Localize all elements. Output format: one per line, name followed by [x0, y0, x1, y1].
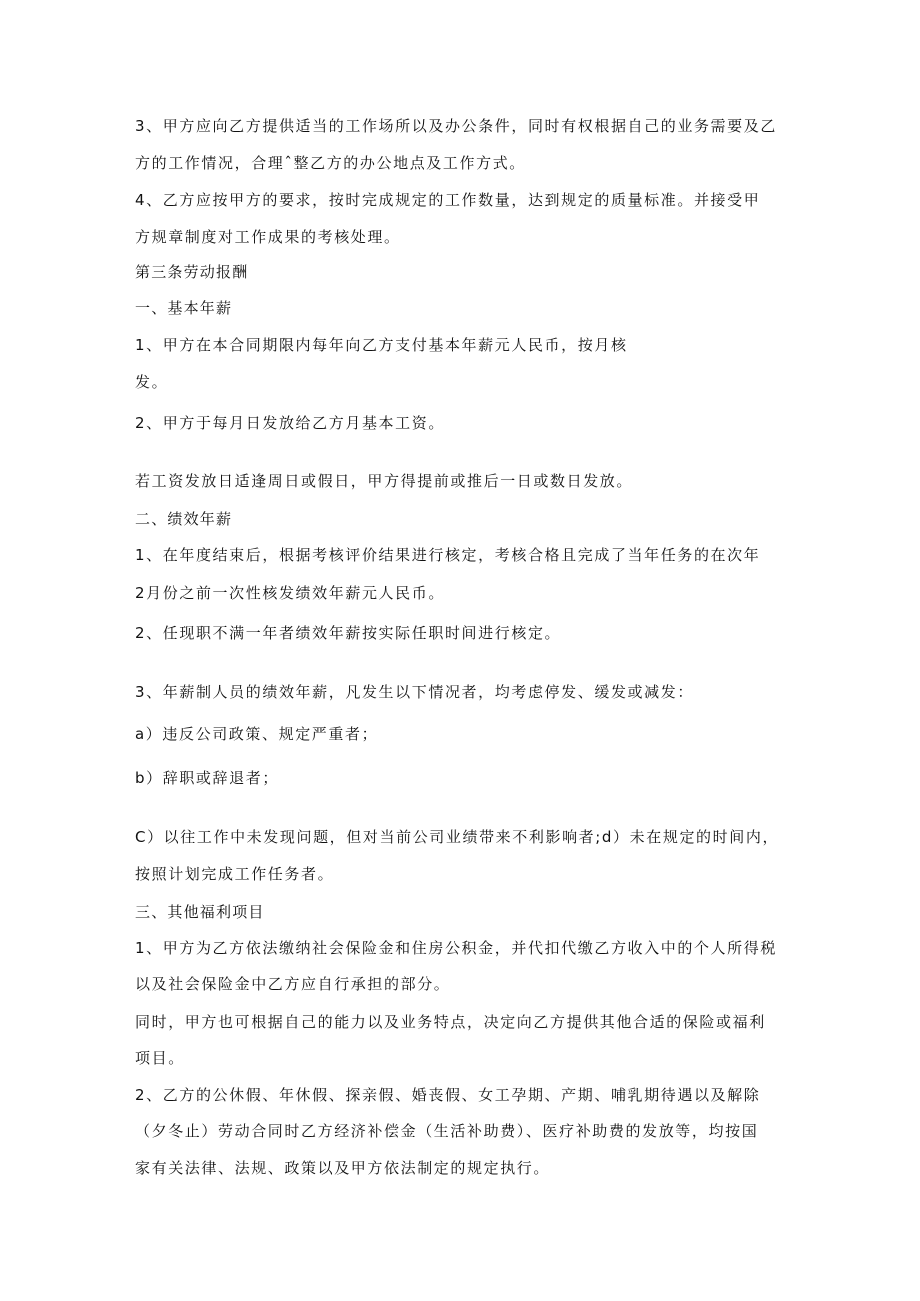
section-performance-salary-heading: 二、绩效年薪 [135, 510, 233, 528]
basic-salary-item-2: 2、甲方于每月日发放给乙方月基本工资。 [135, 414, 445, 432]
condition-c-d-line-2: 按照计划完成工作任务者。 [135, 865, 335, 883]
benefits-item-2-line-1: 2、乙方的公休假、年休假、探亲假、婚丧假、女工孕期、产期、哺乳期待遇以及解除 [135, 1086, 761, 1104]
clause-3-line-1: 3、甲方应向乙方提供适当的工作场所以及办公条件，同时有权根据自己的业务需要及乙 [135, 117, 777, 135]
benefits-item-1-line-1: 1、甲方为乙方依法缴纳社会保险金和住房公积金，并代扣代缴乙方收入中的个人所得税 [135, 939, 777, 957]
performance-item-1-line-1: 1、在年度结束后，根据考核评价结果进行核定，考核合格且完成了当年任务的在次年 [135, 546, 761, 564]
clause-4-line-1: 4、乙方应按甲方的要求，按时完成规定的工作数量，达到规定的质量标准。并接受甲 [135, 191, 761, 209]
condition-c-d-line-1: C）以往工作中未发现问题，但对当前公司业绩带来不利影响者;d）未在规定的时间内， [135, 828, 780, 846]
section-basic-salary-heading: 一、基本年薪 [135, 299, 233, 317]
benefits-other-line-2: 项目。 [135, 1049, 185, 1067]
clause-4-line-2: 方规章制度对工作成果的考核处理。 [135, 228, 401, 246]
performance-item-3: 3、年薪制人员的绩效年薪，凡发生以下情况者，均考虑停发、缓发或减发： [135, 683, 694, 701]
benefits-other-line-1: 同时，甲方也可根据自己的能力以及业务特点，决定向乙方提供其他合适的保险或福利 [135, 1013, 766, 1031]
condition-a: a）违反公司政策、规定严重者； [135, 725, 379, 743]
clause-3-line-2: 方的工作情况，合理ˆ整乙方的办公地点及工作方式。 [135, 154, 526, 172]
condition-b: b）辞职或辞退者； [135, 769, 279, 787]
performance-item-1-line-2: 2月份之前一次性核发绩效年薪元人民币。 [135, 584, 445, 602]
benefits-item-1-line-2: 以及社会保险金中乙方应自行承担的部分。 [135, 975, 451, 993]
basic-salary-item-1-line-2: 发。 [135, 373, 169, 391]
basic-salary-item-1-line-1: 1、甲方在本合同期限内每年向乙方支付基本年薪元人民币，按月核 [135, 336, 628, 354]
article-3-heading: 第三条劳动报酬 [135, 263, 249, 281]
payday-holiday-note: 若工资发放日适逢周日或假日，甲方得提前或推后一日或数日发放。 [135, 472, 634, 490]
performance-item-2: 2、任现职不满一年者绩效年薪按实际任职时间进行核定。 [135, 624, 562, 642]
benefits-item-2-line-2: （夕冬止）劳动合同时乙方经济补偿金（生活补助费）、医疗补助费的发放等，均按国 [135, 1122, 759, 1140]
section-other-benefits-heading: 三、其他福利项目 [135, 903, 265, 921]
benefits-item-2-line-3: 家有关法律、法规、政策以及甲方依法制定的规定执行。 [135, 1159, 551, 1177]
